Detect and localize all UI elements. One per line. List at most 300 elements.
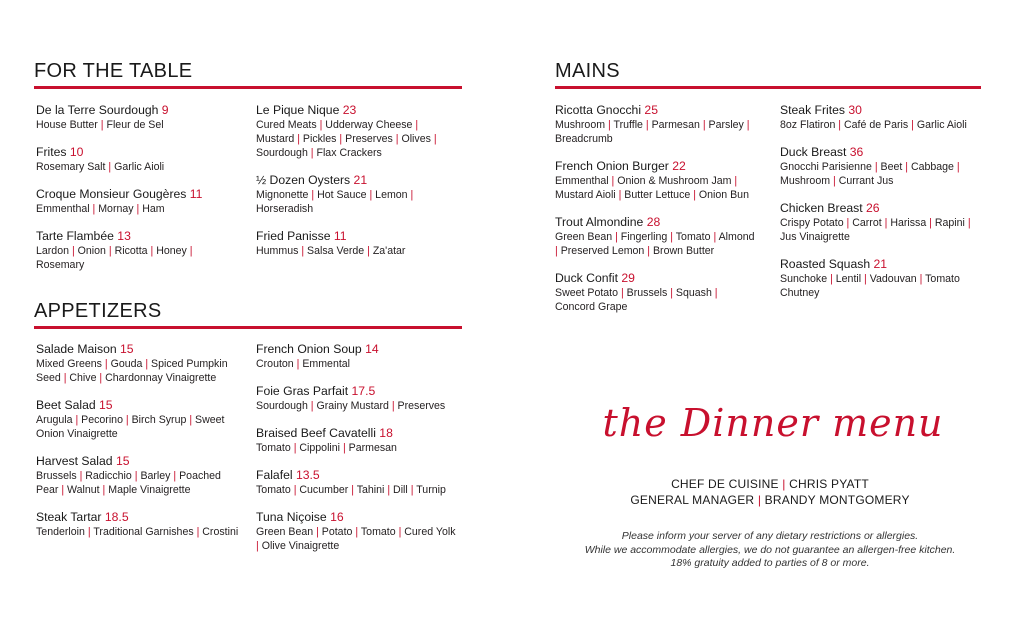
ingredient-separator: | <box>618 287 627 299</box>
ingredient: Fingerling <box>620 231 668 243</box>
menu-item-description <box>36 525 241 539</box>
ingredient: Za'atar <box>372 245 406 257</box>
ingredient-separator: | <box>340 442 349 454</box>
ingredient-separator: | <box>881 217 891 229</box>
menu-item-heading <box>256 229 456 244</box>
ingredient: 8oz Flatiron <box>780 119 836 131</box>
ingredient: Rapini <box>934 217 965 229</box>
menu-item-price: 28 <box>646 215 661 229</box>
section-title-for-the-table: FOR THE TABLE <box>34 60 193 82</box>
ingredient-separator: | <box>133 203 143 215</box>
menu-item-heading <box>780 257 985 272</box>
menu-item-name: Duck Breast <box>780 145 850 159</box>
menu-item-description <box>555 174 760 202</box>
menu-item-name: Le Pique Nique <box>256 103 343 117</box>
menu-item <box>256 173 456 216</box>
menu-item-description <box>256 399 461 413</box>
menu-item-price: 13.5 <box>295 468 320 482</box>
menu-item-price: 18.5 <box>104 510 129 524</box>
ingredient: Sweet Onion Vinaigrette <box>36 414 225 440</box>
menu-item-name: Braised Beef Cavatelli <box>256 426 380 440</box>
ingredient-separator: | <box>953 161 960 173</box>
menu-item-name: ½ Dozen Oysters <box>256 173 354 187</box>
ingredient-separator: | <box>69 245 78 257</box>
menu-item-name: Trout Almondine <box>555 215 647 229</box>
menu-item-heading <box>256 510 461 525</box>
menu-item <box>555 159 760 202</box>
menu-item-description <box>780 272 985 300</box>
ingredient: Pickles <box>302 133 337 145</box>
ingredient: Honey <box>156 245 187 257</box>
gm-line <box>590 492 950 508</box>
ingredient-separator: | <box>430 133 437 145</box>
menu-column <box>256 103 456 271</box>
ingredient: Jus Vinaigrette <box>780 231 850 243</box>
ingredient-separator: | <box>605 119 614 131</box>
ingredient: Olive Vinaigrette <box>261 540 340 552</box>
ingredient-separator: | <box>412 119 419 131</box>
menu-item-heading <box>555 271 760 286</box>
ingredient-separator: | <box>667 231 676 243</box>
ingredient-separator: | <box>307 400 317 412</box>
ingredient-separator: | <box>843 217 853 229</box>
menu-item <box>256 342 461 371</box>
menu-item-heading <box>780 201 985 216</box>
ingredient: Maple Vinaigrette <box>108 484 191 496</box>
ingredient: Butter Lettuce <box>624 189 691 201</box>
ingredient-separator: | <box>60 372 70 384</box>
menu-item-heading <box>555 103 760 118</box>
menu-item-name: De la Terre Sourdough <box>36 103 162 117</box>
separator: | <box>782 477 790 491</box>
ingredient-separator: | <box>316 119 326 131</box>
menu-item-price: 14 <box>365 342 379 356</box>
ingredient-separator: | <box>667 287 676 299</box>
menu-column <box>780 103 985 313</box>
menu-item-price: 21 <box>873 257 888 271</box>
ingredient: Horseradish <box>256 203 314 215</box>
ingredient: Crostini <box>202 526 239 538</box>
menu-item-heading <box>555 215 760 230</box>
ingredient-separator: | <box>407 484 417 496</box>
ingredient: Sweet Potato <box>555 287 619 299</box>
ingredient-separator: | <box>731 175 738 187</box>
menu-column <box>36 342 241 552</box>
menu-item <box>256 384 461 413</box>
menu-column <box>36 103 241 285</box>
menu-item-price: 26 <box>866 201 880 215</box>
ingredient: Turnip <box>416 484 446 496</box>
ingredient: Spiced Pumpkin Seed <box>36 358 228 384</box>
ingredient: Parmesan <box>348 442 397 454</box>
menu-item-price: 29 <box>621 271 635 285</box>
ingredient-separator: | <box>615 189 625 201</box>
ingredient: Café de Paris <box>844 119 909 131</box>
ingredient-separator: | <box>147 245 157 257</box>
ingredient: Lemon <box>375 189 408 201</box>
menu-item <box>36 103 241 132</box>
ingredient: Onion <box>77 245 106 257</box>
ingredient-separator: | <box>690 189 699 201</box>
ingredient-separator: | <box>926 217 935 229</box>
ingredient-separator: | <box>407 189 414 201</box>
ingredient-separator: | <box>612 231 621 243</box>
ingredient: Vadouvan <box>869 273 917 285</box>
menu-item-name: Falafel <box>256 468 296 482</box>
ingredient-separator: | <box>186 245 193 257</box>
menu-item-name: French Onion Burger <box>555 159 673 173</box>
ingredient: Mustard <box>256 133 295 145</box>
menu-item-price: 25 <box>644 103 658 117</box>
note-line: While we accommodate allergies, we do not guarantee an allergen-free kitchen. <box>584 543 956 556</box>
ingredient: Currant Jus <box>838 175 894 187</box>
note-line: 18% gratuity added to parties of 8 or more. <box>670 557 870 569</box>
ingredient: Tenderloin <box>36 526 85 538</box>
menu-item-name: Beet Salad <box>36 398 100 412</box>
ingredient: Carrot <box>852 217 882 229</box>
gm-name: BRANDY MONTGOMERY <box>764 493 910 507</box>
ingredient: Truffle <box>613 119 643 131</box>
ingredient: Parmesan <box>651 119 700 131</box>
menu-item-heading <box>36 510 241 525</box>
ingredient: Harissa <box>890 217 927 229</box>
ingredient-separator: | <box>908 119 917 131</box>
ingredient-separator: | <box>830 175 839 187</box>
ingredient-separator: | <box>101 358 111 370</box>
menu-item <box>555 103 760 146</box>
ingredient: Pecorino <box>81 414 123 426</box>
ingredient-separator: | <box>364 245 373 257</box>
menu-item-heading <box>36 454 241 469</box>
ingredient-separator: | <box>290 442 300 454</box>
ingredient-separator: | <box>835 119 844 131</box>
ingredient: Rosemary <box>36 259 85 271</box>
ingredient-separator: | <box>84 526 94 538</box>
ingredient: Brown Butter <box>652 245 715 257</box>
ingredient: Emmenthal <box>36 203 90 215</box>
menu-item-price: 13 <box>117 229 131 243</box>
menu-item-description <box>36 118 241 132</box>
menu-item-description <box>36 202 241 216</box>
ingredient: Ricotta <box>114 245 148 257</box>
menu-item <box>780 201 985 244</box>
ingredient: Sourdough <box>256 400 308 412</box>
ingredient: Hummus <box>256 245 299 257</box>
menu-item-name: Fried Panisse <box>256 229 334 243</box>
ingredient: Almond <box>718 231 755 243</box>
ingredient-separator: | <box>827 273 836 285</box>
menu-item-description <box>555 230 760 258</box>
menu-item-heading <box>256 426 461 441</box>
menu-item-description <box>36 357 241 385</box>
ingredient-separator: | <box>871 161 881 173</box>
ingredient: Potato <box>321 526 353 538</box>
section-title-mains: MAINS <box>555 60 620 82</box>
menu-item-name: Harvest Salad <box>36 454 116 468</box>
ingredient: Tomato <box>256 442 291 454</box>
ingredient: Concord Grape <box>555 301 628 313</box>
menu-item-name: Steak Tartar <box>36 510 105 524</box>
ingredient: Cured Meats <box>256 119 317 131</box>
ingredient: Udderway Cheese <box>325 119 413 131</box>
menu-item <box>555 271 760 314</box>
ingredient: Preserves <box>345 133 393 145</box>
ingredient-separator: | <box>307 147 317 159</box>
ingredient-separator: | <box>336 133 346 145</box>
menu-item-description <box>256 357 461 371</box>
ingredient-separator: | <box>294 133 303 145</box>
separator: | <box>757 493 765 507</box>
ingredient-separator: | <box>395 526 405 538</box>
section-divider <box>34 86 462 89</box>
ingredient: Tahini <box>356 484 385 496</box>
menu-item-description <box>256 244 456 258</box>
ingredient-separator: | <box>142 358 152 370</box>
ingredient: Gouda <box>110 358 143 370</box>
ingredient-separator: | <box>99 484 109 496</box>
ingredient: House Butter <box>36 119 98 131</box>
menu-item <box>780 103 985 132</box>
menu-item <box>36 187 241 216</box>
ingredient-separator: | <box>105 161 115 173</box>
menu-item-description <box>780 118 985 132</box>
ingredient-separator: | <box>711 287 718 299</box>
menu-item-heading <box>780 103 985 118</box>
ingredient: Barley <box>140 470 171 482</box>
ingredient: Garlic Aioli <box>114 161 165 173</box>
ingredient: Rosemary Salt <box>36 161 106 173</box>
ingredient: Tomato <box>360 526 396 538</box>
ingredient-separator: | <box>916 273 926 285</box>
menu-item-description <box>36 469 241 497</box>
menu-item-price: 23 <box>342 103 357 117</box>
menu-item-description <box>256 441 461 455</box>
menu-item-name: Tuna Niçoise <box>256 510 331 524</box>
ingredient: Olives <box>401 133 431 145</box>
ingredient-separator: | <box>298 245 308 257</box>
ingredient-separator: | <box>313 526 322 538</box>
menu-item <box>36 454 241 497</box>
menu-item-price: 15 <box>120 342 134 356</box>
menu-item-description <box>36 413 241 441</box>
ingredient: Mornay <box>98 203 134 215</box>
ingredient-separator: | <box>58 484 68 496</box>
chef-line <box>590 476 950 492</box>
menu-column <box>555 103 760 327</box>
menu-item-description <box>555 286 760 314</box>
menu-item <box>256 229 456 258</box>
ingredient: Birch Syrup <box>131 414 187 426</box>
ingredient: Traditional Garnishes <box>93 526 194 538</box>
ingredient: Cabbage <box>910 161 954 173</box>
ingredient-separator: | <box>193 526 203 538</box>
ingredient-separator: | <box>72 414 82 426</box>
ingredient: Flax Crackers <box>316 147 382 159</box>
menu-item-name: Frites <box>36 145 70 159</box>
ingredient: Cured Yolk <box>404 526 456 538</box>
menu-item-heading <box>36 342 241 357</box>
dinner-menu-script-title <box>578 392 968 452</box>
ingredient: Cucumber <box>299 484 349 496</box>
ingredient: Mignonette <box>256 189 309 201</box>
ingredient: Emmental <box>302 358 351 370</box>
ingredient: Fleur de Sel <box>106 119 164 131</box>
ingredient-separator: | <box>388 400 398 412</box>
menu-item-heading <box>36 103 241 118</box>
ingredient-separator: | <box>366 189 376 201</box>
ingredient-separator: | <box>861 273 870 285</box>
ingredient-separator: | <box>186 414 196 426</box>
menu-item <box>36 145 241 174</box>
ingredient: Gnocchi Parisienne <box>780 161 872 173</box>
ingredient: Preserves <box>397 400 446 412</box>
menu-item <box>256 103 456 160</box>
section-divider <box>34 326 462 329</box>
ingredient-separator: | <box>352 526 361 538</box>
ingredient: Emmenthal <box>555 175 609 187</box>
menu-item-price: 17.5 <box>351 384 376 398</box>
gm-role: GENERAL MANAGER <box>630 493 755 507</box>
menu-item-heading <box>36 398 241 413</box>
menu-item-name: Croque Monsieur Gougères <box>36 187 190 201</box>
ingredient: Chive <box>69 372 97 384</box>
ingredient: Walnut <box>67 484 100 496</box>
ingredient: Onion Bun <box>698 189 749 201</box>
menu-item-price: 15 <box>99 398 113 412</box>
menu-item-heading <box>36 229 241 244</box>
ingredient-separator: | <box>97 119 107 131</box>
menu-item-heading <box>256 173 456 188</box>
ingredient-separator: | <box>105 245 115 257</box>
menu-item-price: 9 <box>161 103 169 117</box>
ingredient: Dill <box>393 484 408 496</box>
ingredient: Green Bean <box>256 526 314 538</box>
ingredient: Salsa Verde <box>307 245 365 257</box>
menu-item-description <box>36 244 241 272</box>
menu-item-name: Roasted Squash <box>780 257 874 271</box>
script-title-text: the Dinner menu <box>602 401 944 445</box>
menu-item-name: Salade Maison <box>36 342 121 356</box>
menu-item-description <box>256 525 461 553</box>
menu-item-heading <box>780 145 985 160</box>
ingredient: Breadcrumb <box>555 133 613 145</box>
ingredient: Tomato <box>256 484 291 496</box>
ingredient-separator: | <box>89 203 99 215</box>
menu-item-name: Duck Confit <box>555 271 622 285</box>
menu-item-price: 15 <box>115 454 130 468</box>
menu-item <box>36 510 241 539</box>
ingredient: Sunchoke <box>780 273 828 285</box>
menu-item-name: Ricotta Gnocchi <box>555 103 645 117</box>
menu-item-description <box>36 160 241 174</box>
menu-item-description <box>555 118 760 146</box>
ingredient: Garlic Aioli <box>916 119 967 131</box>
ingredient: Grainy Mustard <box>316 400 389 412</box>
ingredient: Green Bean <box>555 231 613 243</box>
ingredient: Mustard Aioli <box>555 189 616 201</box>
ingredient: Brussels <box>626 287 668 299</box>
ingredient: Radicchio <box>85 470 132 482</box>
chef-role: CHEF DE CUISINE <box>671 477 779 491</box>
ingredient-separator: | <box>642 119 652 131</box>
menu-item-price: 36 <box>849 145 864 159</box>
menu-item-heading <box>36 187 241 202</box>
ingredient: Mushroom <box>780 175 831 187</box>
ingredient-separator: | <box>131 470 141 482</box>
ingredient-separator: | <box>644 245 653 257</box>
section-divider <box>555 86 981 89</box>
chef-name: CHRIS PYATT <box>789 477 869 491</box>
ingredient: Lentil <box>835 273 862 285</box>
menu-item-name: Tarte Flambée <box>36 229 118 243</box>
menu-item-name: French Onion Soup <box>256 342 366 356</box>
ingredient: Squash <box>675 287 712 299</box>
ingredient-separator: | <box>293 358 303 370</box>
ingredient: Tomato Chutney <box>780 273 960 299</box>
ingredient: Arugula <box>36 414 73 426</box>
ingredient: Hot Sauce <box>317 189 367 201</box>
allergy-notes <box>560 530 980 571</box>
ingredient-separator: | <box>699 119 709 131</box>
ingredient: Beet <box>880 161 903 173</box>
ingredient: Preserved Lemon <box>560 245 645 257</box>
ingredient-separator: | <box>608 175 618 187</box>
ingredient: Mixed Greens <box>36 358 102 370</box>
ingredient: Tomato <box>675 231 711 243</box>
menu-item-heading <box>555 159 760 174</box>
ingredient: Cippolini <box>299 442 341 454</box>
ingredient-separator: | <box>902 161 911 173</box>
ingredient-separator: | <box>348 484 357 496</box>
menu-item-description <box>780 160 985 188</box>
menu-item <box>780 145 985 188</box>
menu-item-name: Chicken Breast <box>780 201 867 215</box>
ingredient-separator: | <box>256 540 262 552</box>
ingredient-separator: | <box>964 217 971 229</box>
ingredient-separator: | <box>96 372 106 384</box>
menu-item-heading <box>256 384 461 399</box>
menu-item <box>780 257 985 300</box>
section-title-appetizers: APPETIZERS <box>34 300 162 322</box>
ingredient: Parsley <box>708 119 744 131</box>
ingredient-separator: | <box>170 470 180 482</box>
menu-item <box>256 426 461 455</box>
menu-item-heading <box>256 468 461 483</box>
menu-item-description <box>256 188 456 216</box>
menu-item-price: 16 <box>330 510 344 524</box>
menu-column <box>256 342 461 566</box>
ingredient: Brussels <box>36 470 77 482</box>
menu-item-description <box>780 216 985 244</box>
menu-item-name: Foie Gras Parfait <box>256 384 352 398</box>
menu-item-price: 22 <box>672 159 686 173</box>
menu-item-heading <box>36 145 241 160</box>
ingredient-separator: | <box>308 189 318 201</box>
menu-item-description <box>256 483 461 497</box>
ingredient: Sourdough <box>256 147 308 159</box>
menu-item-price: 11 <box>189 187 203 201</box>
menu-item-price: 21 <box>353 173 368 187</box>
ingredient-separator: | <box>392 133 402 145</box>
ingredient-separator: | <box>76 470 86 482</box>
note-line: Please inform your server of any dietary restrictions or allergies. <box>621 530 919 542</box>
ingredient-separator: | <box>710 231 719 243</box>
menu-item-price: 18 <box>379 426 393 440</box>
ingredient-separator: | <box>555 245 561 257</box>
menu-item <box>36 398 241 441</box>
ingredient: Crouton <box>256 358 294 370</box>
menu-item-description <box>256 118 456 160</box>
